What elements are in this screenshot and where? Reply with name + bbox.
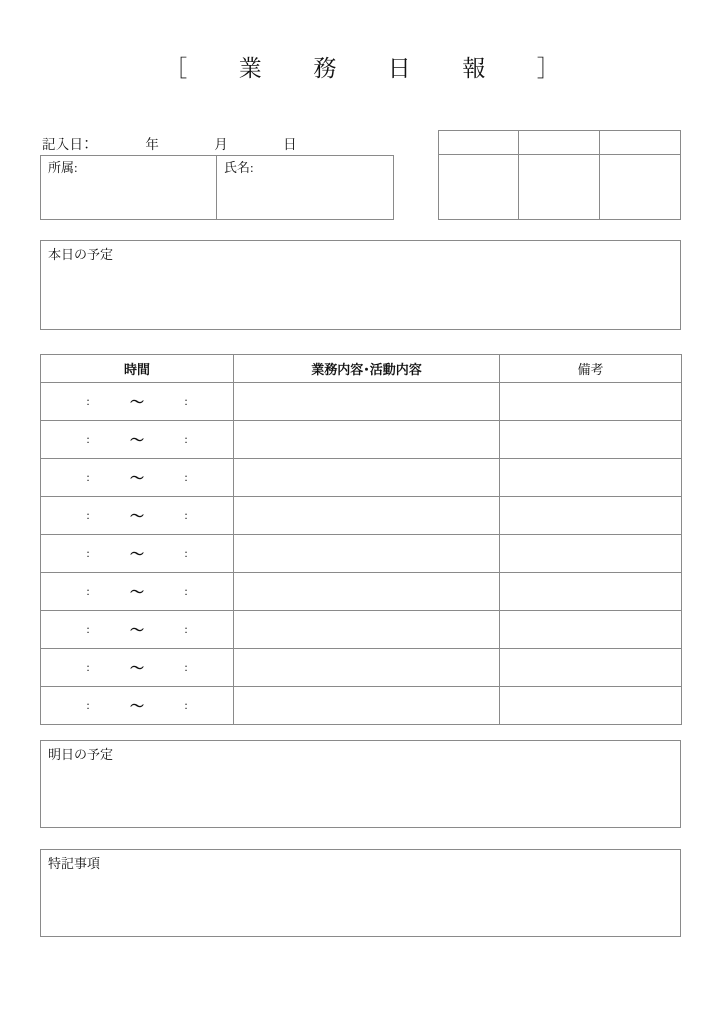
today-plan-box[interactable] <box>40 240 681 330</box>
time-range <box>41 573 233 610</box>
time-start[interactable]: : <box>86 394 90 408</box>
time-end[interactable]: : <box>184 546 188 560</box>
time-end[interactable]: : <box>184 508 188 522</box>
time-range-cell[interactable] <box>41 687 234 725</box>
time-end[interactable]: : <box>184 432 188 446</box>
name-field[interactable] <box>217 156 393 219</box>
column-header-time: 時間 <box>41 355 234 383</box>
approval-stamp-seal-row <box>439 155 680 219</box>
time-start[interactable]: : <box>86 660 90 674</box>
activity-content-cell[interactable] <box>234 649 500 687</box>
time-range <box>41 535 233 572</box>
today-plan-label: 本日の予定 <box>48 247 114 262</box>
activity-content-cell[interactable] <box>234 421 500 459</box>
time-start[interactable]: : <box>86 508 90 522</box>
remarks-label: 特記事項 <box>48 856 101 871</box>
activity-remarks-cell[interactable] <box>500 573 682 611</box>
time-range <box>41 497 233 534</box>
time-separator: 〜 <box>130 394 144 411</box>
name-label: 氏名: <box>224 160 254 175</box>
activity-remarks-cell[interactable] <box>500 687 682 725</box>
time-range <box>41 611 233 648</box>
affiliation-label: 所属: <box>48 160 78 175</box>
time-end[interactable]: : <box>184 622 188 636</box>
time-separator: 〜 <box>130 622 144 639</box>
time-range <box>41 649 233 686</box>
time-separator: 〜 <box>130 584 144 601</box>
identity-table <box>40 155 394 220</box>
table-row <box>41 421 682 459</box>
time-separator: 〜 <box>130 432 144 449</box>
time-end[interactable]: : <box>184 698 188 712</box>
table-row <box>41 573 682 611</box>
approval-stamp-seal-2[interactable] <box>519 155 599 219</box>
activity-content-cell[interactable] <box>234 573 500 611</box>
time-range-cell[interactable] <box>41 611 234 649</box>
time-separator: 〜 <box>130 546 144 563</box>
activity-content-cell[interactable] <box>234 497 500 535</box>
time-range-cell[interactable] <box>41 535 234 573</box>
time-start[interactable]: : <box>86 698 90 712</box>
time-separator: 〜 <box>130 470 144 487</box>
time-start[interactable]: : <box>86 584 90 598</box>
time-range-cell[interactable] <box>41 573 234 611</box>
activity-remarks-cell[interactable] <box>500 535 682 573</box>
time-range <box>41 459 233 496</box>
table-row <box>41 611 682 649</box>
table-row <box>41 649 682 687</box>
time-start[interactable]: : <box>86 432 90 446</box>
remarks-box[interactable] <box>40 849 681 937</box>
table-row <box>41 687 682 725</box>
time-range-cell[interactable] <box>41 383 234 421</box>
time-end[interactable]: : <box>184 660 188 674</box>
time-separator: 〜 <box>130 508 144 525</box>
activity-remarks-cell[interactable] <box>500 497 682 535</box>
time-range-cell[interactable] <box>41 459 234 497</box>
time-end[interactable]: : <box>184 584 188 598</box>
column-header-remarks: 備考 <box>500 355 682 383</box>
approval-stamp-seal-1[interactable] <box>439 155 519 219</box>
time-range <box>41 383 233 420</box>
time-end[interactable]: : <box>184 394 188 408</box>
activity-remarks-cell[interactable] <box>500 611 682 649</box>
time-start[interactable]: : <box>86 470 90 484</box>
approval-stamp-title-2 <box>519 131 599 154</box>
approval-stamp-seal-3[interactable] <box>600 155 680 219</box>
time-range <box>41 421 233 458</box>
activity-content-cell[interactable] <box>234 459 500 497</box>
entry-date-line: 記入日： 年 月 日 <box>42 137 297 152</box>
activity-remarks-cell[interactable] <box>500 421 682 459</box>
affiliation-field[interactable] <box>41 156 217 219</box>
time-start[interactable]: : <box>86 546 90 560</box>
activity-log-body <box>41 383 682 725</box>
table-row <box>41 535 682 573</box>
activity-content-cell[interactable] <box>234 687 500 725</box>
approval-stamp-box <box>438 130 681 220</box>
time-separator: 〜 <box>130 660 144 677</box>
time-end[interactable]: : <box>184 470 188 484</box>
column-header-content: 業務内容･活動内容 <box>234 355 500 383</box>
tomorrow-plan-box[interactable] <box>40 740 681 828</box>
activity-content-cell[interactable] <box>234 611 500 649</box>
activity-log-table <box>40 354 682 725</box>
activity-remarks-cell[interactable] <box>500 383 682 421</box>
time-separator: 〜 <box>130 698 144 715</box>
table-row <box>41 383 682 421</box>
approval-stamp-title-3 <box>600 131 680 154</box>
time-range-cell[interactable] <box>41 421 234 459</box>
approval-stamp-title-1 <box>439 131 519 154</box>
time-start[interactable]: : <box>86 622 90 636</box>
tomorrow-plan-label: 明日の予定 <box>48 747 114 762</box>
time-range <box>41 687 233 724</box>
table-row <box>41 459 682 497</box>
activity-log-header-row <box>41 355 682 383</box>
activity-remarks-cell[interactable] <box>500 459 682 497</box>
page-title: ［ 業 務 日 報 ］ <box>164 56 575 81</box>
time-range-cell[interactable] <box>41 649 234 687</box>
activity-content-cell[interactable] <box>234 535 500 573</box>
table-row <box>41 497 682 535</box>
approval-stamp-title-row <box>439 131 680 155</box>
activity-remarks-cell[interactable] <box>500 649 682 687</box>
activity-content-cell[interactable] <box>234 383 500 421</box>
time-range-cell[interactable] <box>41 497 234 535</box>
